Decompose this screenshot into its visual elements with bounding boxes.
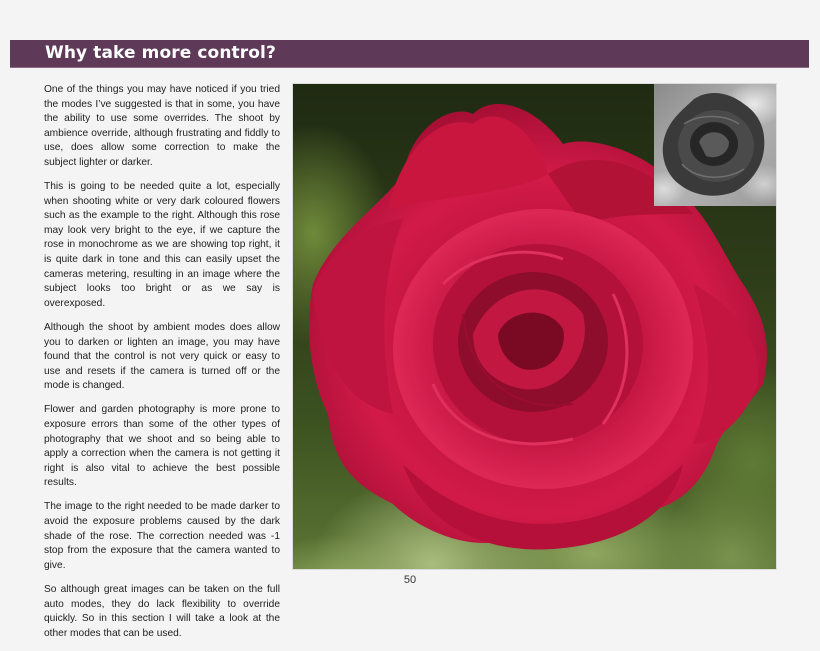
paragraph: The image to the right needed to be made darker to avoid the exposure problems caused by the dark shade of the rose. The correction needed was -1 stop from the exposure that the camera wanted to give.: [44, 501, 280, 571]
paragraph: So although great images can be taken on the full auto modes, they do lack flexibility to override quickly. So in this section I will take a look at the other modes that can be used.: [44, 583, 280, 639]
paragraph: Flower and garden photography is more prone to exposure errors than some of the other types of photography that we shoot and so being able to apply a correction when the camera is not getting it right is also vital to achieve the best possible results.: [44, 404, 280, 489]
monochrome-rose-illustration: [654, 84, 776, 206]
paragraph: This is going to be needed quite a lot, especially when shooting white or very dark coloured flowers such as the example to the right. Although this rose may look very bright to the eye, if we capture the rose in monochrome as we are showing top right, it is quite dark in tone and this can easily upset the cameras metering, resulting in an image where the subject looks too bright or as we say is overexposed.: [44, 181, 280, 309]
body-text-column: [44, 83, 280, 651]
section-title: Why take more control?: [45, 43, 276, 63]
paragraph: Although the shoot by ambient modes does allow you to darken or lighten an image, you may have found that the control is not very quick or easy to use and resets if the camera is turned off or the mode is changed.: [44, 321, 280, 392]
red-rose-photo: [293, 84, 776, 569]
paragraph: One of the things you may have noticed if you tried the modes I’ve suggested is that in some, you have the ability to use some overrides. The shoot by ambience override, although frustrating and fiddly to use, does allow some correction to make the subject lighter or darker.: [44, 84, 280, 168]
monochrome-rose-photo: [654, 84, 776, 206]
page-number: 50: [403, 574, 417, 586]
section-header-bar: [10, 40, 809, 68]
